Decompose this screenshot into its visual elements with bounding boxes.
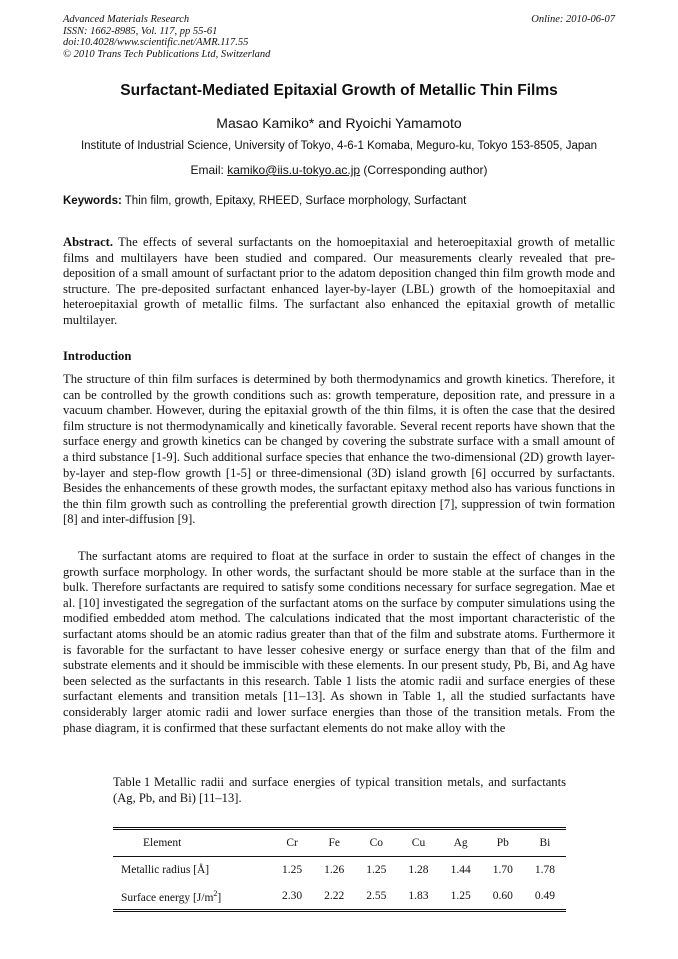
abstract-label: Abstract. (63, 235, 114, 249)
journal-header (63, 14, 270, 60)
row-label-main: Surface energy [J/m (121, 891, 214, 904)
authors: Masao Kamiko* and Ryoichi Yamamoto (216, 115, 462, 131)
table-cell: 0.49 (534, 890, 555, 902)
table-header-cell: Cu (411, 837, 426, 849)
affiliation: Institute of Industrial Science, University of Tokyo, 4-6-1 Komaba, Meguro-ku, Tokyo 153-8505, Japan (80, 140, 598, 152)
journal-name: Advanced Materials Research (63, 14, 190, 25)
table-header-cell: Element (143, 837, 182, 849)
table-cell: 1.44 (450, 864, 471, 876)
table-cell: 2.55 (366, 890, 387, 902)
table-header-row (113, 829, 566, 857)
table-cell: 1.25 (366, 864, 387, 876)
table-cell: 0.60 (492, 890, 513, 902)
row-label-superscript: 2 (213, 888, 218, 898)
abstract (63, 235, 615, 329)
table-row-label (113, 883, 271, 911)
table-header-cell: Bi (539, 837, 551, 849)
email-link[interactable]: kamiko@iis.u-tokyo.ac.jp (227, 163, 361, 177)
table-cell: 1.70 (492, 864, 513, 876)
table-cell: 1.78 (534, 864, 555, 876)
table-cell: 1.26 (324, 864, 345, 876)
table-row (113, 883, 566, 911)
table-header-cell: Pb (496, 837, 509, 849)
table-caption-label: Table 1 (113, 775, 151, 789)
keywords-label: Keywords: (63, 195, 122, 207)
keywords-text: Thin film, growth, Epitaxy, RHEED, Surface morphology, Surfactant (121, 195, 467, 207)
table-header-cell: Co (369, 837, 384, 849)
abstract-text: The effects of several surfactants on the homoepitaxial and heteroepitaxial growth of metallic films and multilayers have been studied and compared. Our measurements clearly revealed that pre-deposition of a small amount of surfactant prior to the adatom deposition changed thin film growth mode and structure. The pre-deposited surfactant enhanced layer-by-layer (LBL) growth of the homoepitaxial and heteroepitaxial growth of metallic films. The surfactant also enhanced the epitaxial growth of metallic multilayer. (63, 235, 615, 327)
table-cell: 1.83 (408, 890, 429, 902)
email-line (0, 163, 678, 177)
table-cell: 1.25 (450, 890, 471, 902)
table-cell: 1.28 (408, 864, 429, 876)
table-header-cell: Cr (286, 837, 298, 849)
introduction-heading: Introduction (63, 349, 132, 363)
table-row-label: Metallic radius [Å] (121, 864, 210, 876)
table-cell: 2.22 (324, 890, 345, 902)
table-cell: 1.25 (282, 864, 303, 876)
table-caption-text: Metallic radii and surface energies of typical transition metals, and surfactants (Ag, Pb, and Bi) [11–13]. (113, 775, 566, 805)
table-cell: 2.30 (282, 890, 303, 902)
table-caption (113, 775, 566, 806)
table-header-cell: Ag (453, 837, 468, 849)
copyright-line: © 2010 Trans Tech Publications Ltd, Switzerland (63, 48, 271, 60)
keywords (63, 195, 616, 207)
doi-line: doi:10.4028/www.scientific.net/AMR.117.55 (63, 37, 249, 48)
data-table (113, 827, 566, 912)
introduction-paragraph-2: The surfactant atoms are required to float at the surface in order to sustain the effect of changes in the growth surface morphology. In other words, the surfactant should be more stable at the surface than in the bulk. Therefore surfactants are required to satisfy some conditions necessary for surface segregation. Mae et al. [10] investigated the segregation of the surfactant atoms on the surface by computer simulations using the modified embedded atom method. The calculations indicated that the most important characteristic of the surfactant atoms should be an atomic radius greater than that of the film and substrate atoms. Furthermore it is favorable for the surfactant to have lesser cohesive energy or surface energy than that of the film and substrate elements and it should be immiscible with these elements. In our present study, Pb, Bi, and Ag have been selected as the surfactants in this research. Table 1 lists the atomic radii and surface energies of these surfactant elements and transition metals [11–13]. As shown in Table 1, all the studied surfactants have considerably larger atomic radii and lower surface energies than those of the transition metals. From the phase diagram, it is confirmed that these surfactant elements do not make alloy with the (63, 549, 615, 735)
email-label: Email: (190, 163, 228, 177)
online-date: Online: 2010-06-07 (531, 14, 615, 25)
table-header-cell: Fe (328, 837, 340, 849)
email-note: (Corresponding author) (360, 163, 488, 177)
table-row (113, 857, 566, 884)
issn-line: ISSN: 1662-8985, Vol. 117, pp 55-61 (63, 25, 218, 37)
introduction-paragraph-1: The structure of thin film surfaces is determined by both thermodynamics and growth kinetics. Therefore, it can be controlled by the growth conditions such as: growth temperature, deposition rate, and pressure in a vacuum chamber. However, during the epitaxial growth of the thin films, it is often the case that the desired film structure is not thermodynamically and kinetically favorable. Several recent reports have shown that the surface energy and growth kinetics can be changed by covering the substrate surface with a small amount of a third substance [1-9]. Such additional surface species that enhance the two-dimensional (2D) growth layer-by-layer and step-flow growth [1-5] or three-dimensional (3D) island growth [6] occurred by surfactants. Besides the enhancements of these growth modes, the surfactant epitaxy method also has various functions in the thin film growth such as controlling the preferential growth direction [7], suppression of twin formation [8] and inter-diffusion [9]. (63, 372, 615, 527)
row-label-end: ] (217, 891, 222, 904)
paper-title: Surfactant-Mediated Epitaxial Growth of Metallic Thin Films (120, 82, 558, 99)
